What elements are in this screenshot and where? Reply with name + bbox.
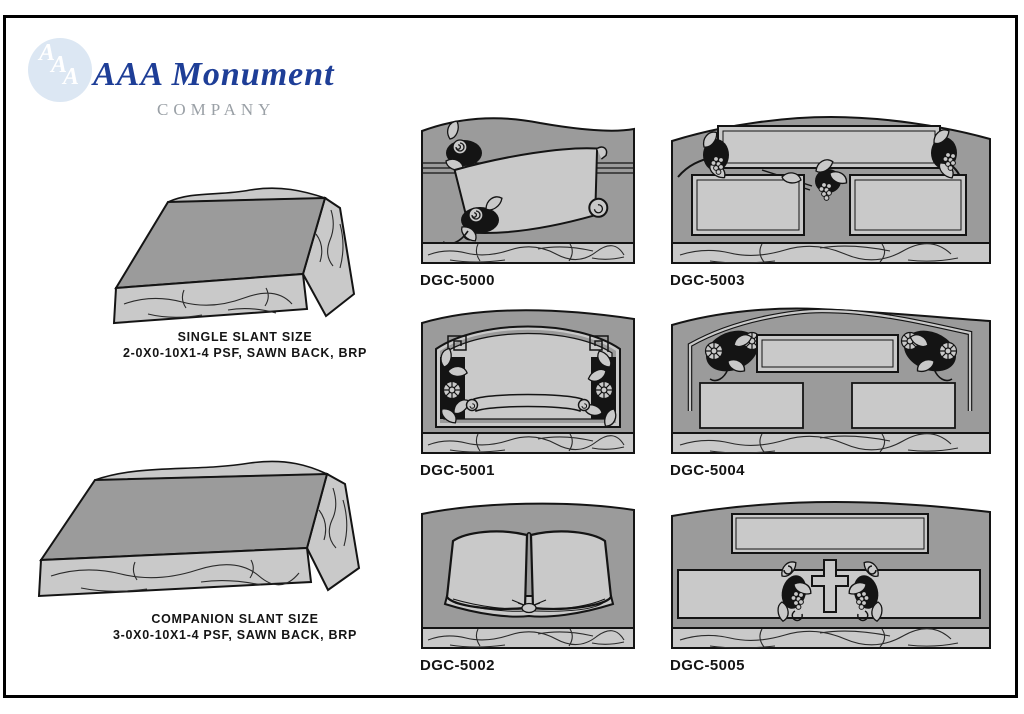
logo-letter: A (51, 52, 68, 78)
scroll-with-roses-art (420, 115, 636, 267)
three-panels-grapevine-art (670, 115, 992, 267)
panels-cross-grapevine-art (670, 500, 992, 652)
caption-line: 3-0X0-10X1-4 PSF, SAWN BACK, BRP (113, 627, 357, 642)
companion-slant-illustration (25, 448, 370, 613)
single-slant-illustration (88, 176, 378, 333)
design-code: DGC-5005 (670, 657, 745, 674)
page-subtitle: COMPANY (157, 100, 276, 119)
arch-border-corner-flowers-art (670, 305, 992, 457)
design-tile-dgc-5000 (420, 115, 636, 289)
companion-slant-caption (85, 612, 385, 643)
page-title: AAA Monument (93, 56, 335, 93)
arched-frame-flowers-banner-art (420, 305, 636, 457)
caption-line: SINGLE SLANT SIZE (177, 330, 313, 344)
caption-line: 2-0X0-10X1-4 PSF, SAWN BACK, BRP (123, 345, 367, 360)
company-logo (28, 38, 92, 102)
single-slant-drawing (88, 176, 378, 328)
single-slant-caption (95, 330, 395, 361)
caption-line: COMPANION SLANT SIZE (151, 612, 319, 626)
logo-letter: A (39, 40, 56, 66)
design-code: DGC-5003 (670, 272, 745, 289)
design-tile-dgc-5004 (670, 305, 992, 479)
design-tile-dgc-5002 (420, 500, 636, 674)
design-code: DGC-5001 (420, 462, 495, 479)
logo-letter: A (63, 64, 80, 90)
open-book-art (420, 500, 636, 652)
companion-slant-drawing (25, 448, 370, 608)
design-tile-dgc-5005 (670, 500, 992, 674)
design-code: DGC-5002 (420, 657, 495, 674)
design-tile-dgc-5003 (670, 115, 992, 289)
design-tile-dgc-5001 (420, 305, 636, 479)
design-code: DGC-5000 (420, 272, 495, 289)
design-code: DGC-5004 (670, 462, 745, 479)
